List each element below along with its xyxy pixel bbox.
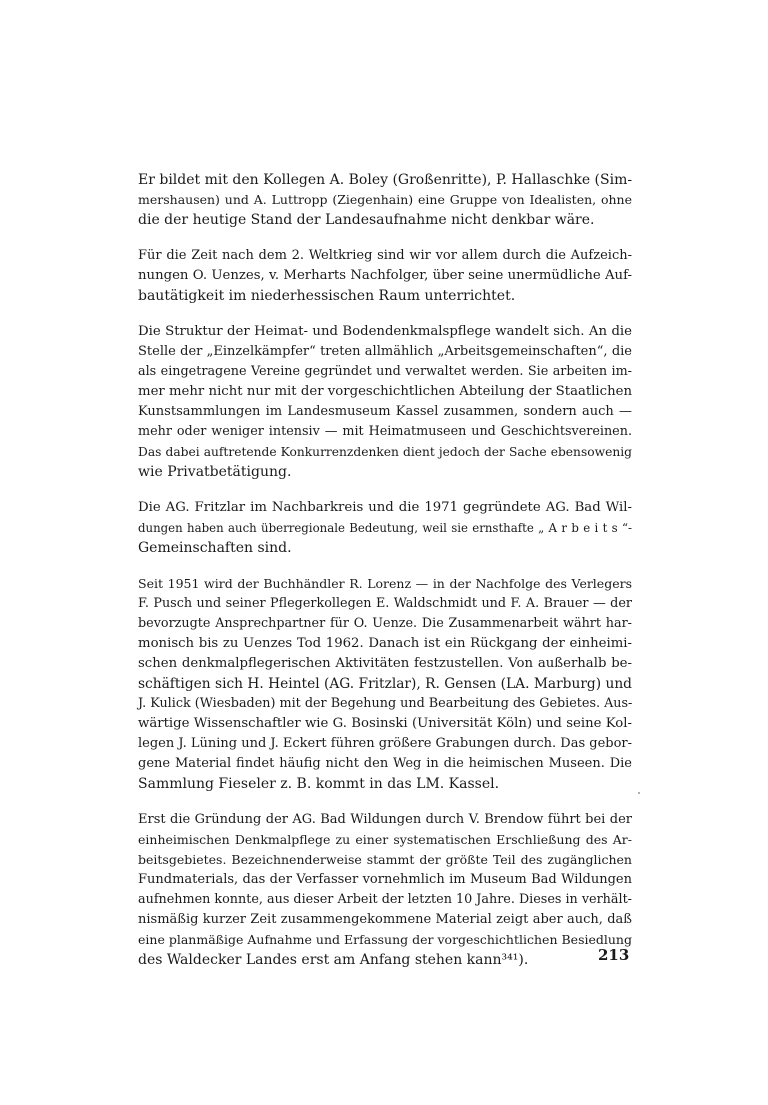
- text-line: bautätigkeit im niederhessischen Raum unterrichtet.: [138, 288, 516, 304]
- body-text: [138, 170, 632, 986]
- text-line: legen J. Lüning und J. Eckert führen größere Grabungen durch. Das gebor-: [138, 736, 633, 751]
- text-line: Das dabei auftretende Konkurrenzdenken dient jedoch der Sache ebensowenig: [138, 445, 632, 459]
- text-line: schen denkmalpflegerischen Aktivitäten festzustellen. Von außerhalb be-: [138, 656, 632, 671]
- text-line: Er bildet mit den Kollegen A. Boley (Großenritte), P. Hallaschke (Sim-: [138, 172, 633, 188]
- text-line: aufnehmen konnte, aus dieser Arbeit der letzten 10 Jahre. Dieses in verhält-: [138, 892, 632, 907]
- text-line: mershausen) und A. Luttropp (Ziegenhain) eine Gruppe von Idealisten, ohne: [138, 192, 632, 207]
- text-line: mehr oder weniger intensiv — mit Heimatmuseen und Geschichtsvereinen.: [138, 424, 632, 439]
- text-line: Stelle der „Einzelkämpfer“ treten allmählich „Arbeitsgemeinschaften“, die: [138, 344, 632, 359]
- text-line: Erst die Gründung der AG. Bad Wildungen durch V. Brendow führt bei der: [138, 812, 632, 827]
- text-line: Die AG. Fritzlar im Nachbarkreis und die 1971 gegründete AG. Bad Wil-: [138, 500, 632, 515]
- text-line: als eingetragene Vereine gegründet und verwaltet werden. Sie arbeiten im-: [138, 364, 632, 379]
- paragraph-2: [138, 246, 632, 306]
- text-line: bevorzugte Ansprechpartner für O. Uenze. Die Zusammenarbeit währt har-: [138, 616, 632, 631]
- text-line: schäftigen sich H. Heintel (AG. Fritzlar), R. Gensen (LA. Marburg) und: [138, 676, 632, 692]
- text-line: gene Material findet häufig nicht den Weg in die heimischen Museen. Die: [138, 756, 632, 771]
- scan-mark: [638, 792, 640, 794]
- text-line: monisch bis zu Uenzes Tod 1962. Danach ist ein Rückgang der einheimi-: [138, 636, 632, 651]
- text-line: beitsgebietes. Bezeichnenderweise stammt der größte Teil des zugänglichen: [138, 852, 632, 867]
- text-line: Für die Zeit nach dem 2. Weltkrieg sind wir vor allem durch die Aufzeich-: [138, 248, 632, 263]
- paragraph-4: [138, 498, 632, 558]
- text-line: eine planmäßige Aufnahme und Erfassung der vorgeschichtlichen Besiedlung: [138, 932, 632, 947]
- text-line: mer mehr nicht nur mit der vorgeschichtlichen Abteilung der Staatlichen: [138, 384, 632, 399]
- text-line: wärtige Wissenschaftler wie G. Bosinski (Universität Köln) und seine Kol-: [138, 716, 632, 731]
- text-line: wie Privatbetätigung.: [138, 464, 292, 480]
- text-line: Seit 1951 wird der Buchhändler R. Lorenz — in der Nachfolge des Verlegers: [138, 576, 632, 591]
- text-line: F. Pusch und seiner Pflegerkollegen E. Waldschmidt und F. A. Brauer — der: [138, 596, 632, 611]
- text-line: Gemeinschaften sind.: [138, 540, 292, 556]
- paragraph-5: [138, 574, 632, 794]
- text-line: Fundmaterials, das der Verfasser vornehmlich im Museum Bad Wildungen: [138, 872, 632, 887]
- text-line: die der heutige Stand der Landesaufnahme nicht denkbar wäre.: [138, 212, 595, 228]
- text-line: Sammlung Fieseler z. B. kommt in das LM. Kassel.: [138, 776, 500, 792]
- text-line: nungen O. Uenzes, v. Merharts Nachfolger, über seine unermüdliche Auf-: [138, 268, 632, 283]
- paragraph-6: [138, 810, 632, 970]
- text-line: Kunstsammlungen im Landesmuseum Kassel zusammen, sondern auch —: [138, 404, 632, 419]
- text-line: Die Struktur der Heimat- und Bodendenkmalspflege wandelt sich. An die: [138, 324, 632, 339]
- paragraph-3: [138, 322, 632, 482]
- text-line: des Waldecker Landes erst am Anfang stehen kann³⁴¹).: [138, 952, 529, 968]
- text-line: dungen haben auch überregionale Bedeutung, weil sie ernsthafte „ A r b e i t s “-: [138, 521, 632, 535]
- page-number: 213: [598, 946, 630, 964]
- text-line: nismäßig kurzer Zeit zusammengekommene Material zeigt aber auch, daß: [138, 912, 632, 927]
- text-line: J. Kulick (Wiesbaden) mit der Begehung und Bearbeitung des Gebietes. Aus-: [138, 696, 633, 711]
- text-line: einheimischen Denkmalpflege zu einer systematischen Erschließung des Ar-: [138, 832, 632, 847]
- paragraph-1: [138, 170, 632, 230]
